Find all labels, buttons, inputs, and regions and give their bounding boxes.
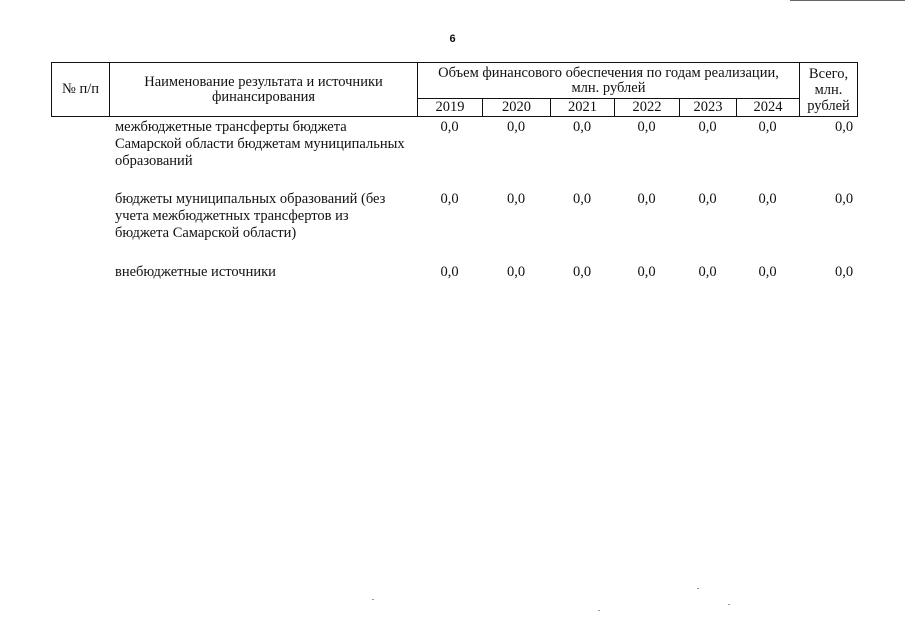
scan-speck [728, 604, 730, 605]
row-value-2024: 0,0 [758, 191, 777, 207]
row-value-2024: 0,0 [758, 119, 777, 135]
row-value-2020: 0,0 [506, 191, 526, 207]
row-value-2023: 0,0 [698, 191, 717, 207]
header-total: Всего, млн. рублей [800, 63, 858, 117]
row-value-2020: 0,0 [506, 119, 526, 135]
row-value-2022: 0,0 [637, 119, 656, 135]
row-value-2024: 0,0 [758, 264, 777, 280]
row-value-2019: 0,0 [440, 191, 459, 207]
page-number: 6 [449, 33, 456, 45]
row-total: 0,0 [834, 264, 854, 280]
scan-speck [697, 588, 699, 589]
row-name: внебюджетные источники [115, 264, 276, 280]
row-name: межбюджетные трансферты бюджета Самарской области бюджетам муниципальных образований [115, 119, 405, 169]
header-year: 2019 [418, 99, 483, 117]
row-name: бюджеты муниципальных образований (без учета межбюджетных трансфертов из бюджета Самарской области) [115, 191, 386, 241]
scan-speck [372, 599, 374, 600]
header-year: 2023 [680, 99, 737, 117]
row-value-2021: 0,0 [572, 264, 592, 280]
row-value-2023: 0,0 [698, 119, 717, 135]
table-header [51, 62, 858, 117]
header-year: 2021 [551, 99, 615, 117]
header-year: 2020 [483, 99, 551, 117]
row-value-2022: 0,0 [637, 264, 656, 280]
row-value-2021: 0,0 [572, 119, 592, 135]
row-value-2023: 0,0 [698, 264, 717, 280]
scan-speck [598, 610, 600, 611]
header-year: 2022 [615, 99, 680, 117]
row-total: 0,0 [834, 191, 854, 207]
row-total: 0,0 [834, 119, 854, 135]
header-num: № п/п [52, 63, 110, 117]
row-value-2020: 0,0 [506, 264, 526, 280]
row-value-2021: 0,0 [572, 191, 592, 207]
header-volume: Объем финансового обеспечения по годам реализации, млн. рублей [418, 63, 800, 99]
row-value-2019: 0,0 [440, 264, 459, 280]
header-name: Наименование результата и источники финансирования [110, 63, 418, 117]
header-year: 2024 [737, 99, 800, 117]
row-value-2019: 0,0 [440, 119, 459, 135]
row-value-2022: 0,0 [637, 191, 656, 207]
top-edge-line [790, 0, 905, 1]
